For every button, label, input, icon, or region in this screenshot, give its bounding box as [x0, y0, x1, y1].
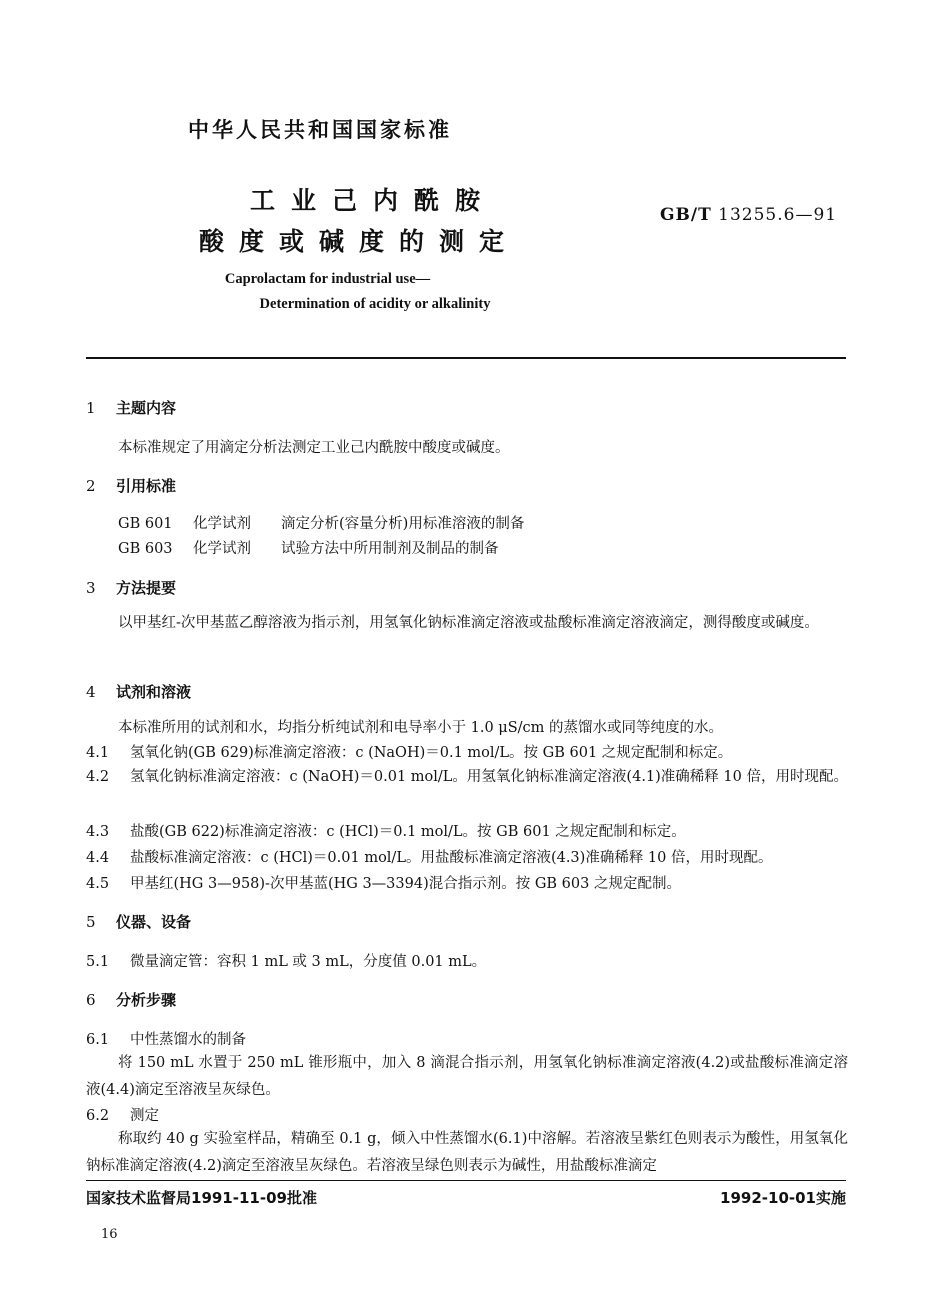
section-6-heading: 6 分析步骤: [86, 991, 177, 1009]
header-divider: [86, 357, 846, 359]
effective-date: 1992-10-01实施: [720, 1189, 846, 1207]
page-number: 16: [101, 1227, 118, 1242]
section-3-heading: 3 方法提要: [86, 579, 177, 597]
english-title-line2: Determination of acidity or alkalinity: [259, 296, 491, 312]
section-1-heading: 1 主题内容: [86, 399, 177, 417]
standard-number: [660, 205, 837, 225]
subsection-6-2-text: 称取约 40 g 实验室样品，精确至 0.1 g，倾入中性蒸馏水(6.1)中溶解。若溶液呈紫红色则表示为酸性，用氢氧化钠标准滴定溶液(4.2)滴定至溶液呈灰绿色。若溶液呈绿色则表示为碱性，用盐酸标准滴定: [86, 1131, 848, 1174]
approval-date: 国家技术监督局1991-11-09批准: [86, 1189, 317, 1207]
standard-code: 13255.6—91: [718, 205, 838, 225]
subsection-6-1-text: 将 150 mL 水置于 250 mL 锥形瓶中，加入 8 滴混合指示剂，用氢氧化钠标准滴定溶液(4.2)或盐酸标准滴定溶液(4.4)滴定至溶液呈灰绿色。: [86, 1055, 848, 1098]
document-title-line2: 酸度或碱度的测定: [199, 227, 520, 256]
section-5-heading: 5 仪器、设备: [86, 913, 192, 931]
english-title-line1: Caprolactam for industrial use—: [224, 271, 431, 287]
subsection-6-1-heading: 6.1 中性蒸馏水的制备: [86, 1032, 246, 1048]
national-standard-heading: 中华人民共和国国家标准: [188, 118, 452, 142]
standard-prefix: GB/T: [660, 205, 712, 225]
instrument-item: 5.1 微量滴定管：容积 1 mL 或 3 mL，分度值 0.01 mL。: [86, 954, 487, 970]
reference-item: GB 603 化学试剂 试验方法中所用制剂及制品的制备: [118, 541, 499, 557]
reference-item: GB 601 化学试剂 滴定分析(容量分析)用标准溶液的制备: [118, 516, 525, 532]
reagent-item: 4.1 氢氧化钠(GB 629)标准滴定溶液：c (NaOH)＝0.1 mol/L。按 GB 601 之规定配制和标定。: [86, 745, 733, 761]
subsection-6-2-heading: 6.2 测定: [86, 1108, 159, 1124]
reagent-item: 4.4 盐酸标准滴定溶液：c (HCl)＝0.01 mol/L。用盐酸标准滴定溶液(4.3)准确稀释 10 倍，用时现配。: [86, 850, 773, 866]
section-2-heading: 2 引用标准: [86, 477, 177, 495]
reagent-item: 4.3 盐酸(GB 622)标准滴定溶液：c (HCl)＝0.1 mol/L。按 GB 601 之规定配制和标定。: [86, 824, 686, 840]
reagent-item: 4.5 甲基红(HG 3—958)-次甲基蓝(HG 3—3394)混合指示剂。按 GB 603 之规定配制。: [86, 876, 681, 892]
section-4-intro: 本标准所用的试剂和水，均指分析纯试剂和电导率小于 1.0 μS/cm 的蒸馏水或同等纯度的水。: [118, 720, 723, 736]
section-3-text: 以甲基红-次甲基蓝乙醇溶液为指示剂，用氢氧化钠标准滴定溶液或盐酸标准滴定溶液滴定，测得酸度或碱度。: [118, 615, 819, 631]
reagent-item: 4.2 氢氧化钠标准滴定溶液：c (NaOH)＝0.01 mol/L。用氢氧化钠标准滴定溶液(4.1)准确稀释 10 倍，用时现配。: [86, 769, 848, 785]
document-title-line1: 工业己内酰胺: [250, 186, 497, 215]
footer-divider: [86, 1180, 846, 1181]
section-4-heading: 4 试剂和溶液: [86, 683, 192, 701]
section-1-text: 本标准规定了用滴定分析法测定工业己内酰胺中酸度或碱度。: [118, 440, 510, 456]
